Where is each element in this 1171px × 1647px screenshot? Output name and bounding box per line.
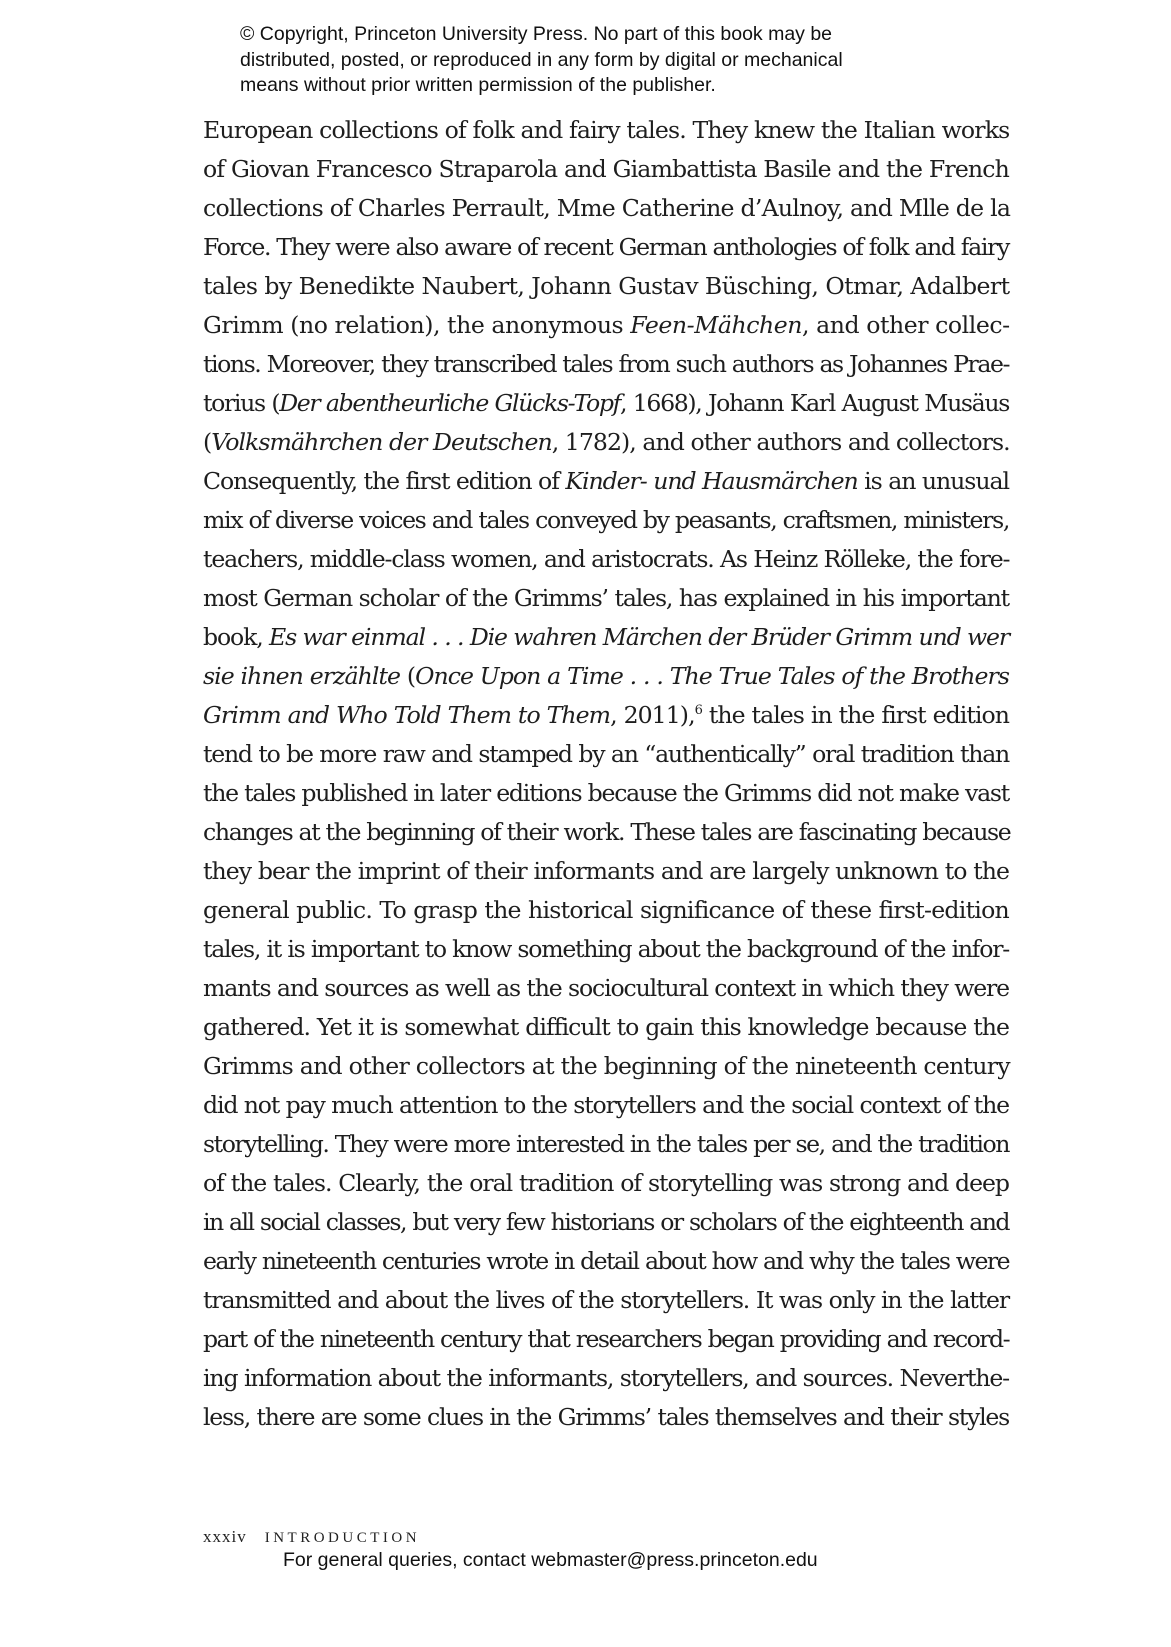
text-line (203, 696, 1009, 735)
section-title: INTRODUCTION (264, 1530, 421, 1546)
text-run: , 2011), (610, 701, 695, 729)
text-line: tales by Benedikte Naubert, Johann Gustav Büsching, Otmar, Adalbert (203, 272, 1010, 300)
text-line: changes at the beginning of their work. These tales are fascinating because (203, 818, 1011, 846)
page-number: xxxiv (203, 1527, 247, 1546)
text-run: book, (203, 623, 270, 651)
italic-title: sie ihnen erzählte (203, 662, 401, 690)
running-footer (203, 1527, 420, 1547)
copyright-line: distributed, posted, or reproduced in any form by digital or mechanical (240, 48, 843, 71)
text-line: gathered. Yet it is somewhat difficult to gain this knowledge because the (203, 1013, 1009, 1041)
text-line: storytelling. They were more interested in the tales per se, and the tradition (203, 1130, 1009, 1158)
text-line: general public. To grasp the historical significance of these first-edition (203, 896, 1009, 924)
text-line: in all social classes, but very few historians or scholars of the eighteenth and (203, 1208, 1009, 1236)
italic-title: Kinder- und Hausmärchen (565, 467, 858, 495)
text-run: , and other collec- (802, 311, 1010, 339)
italic-title: Volksmährchen der Deutschen (211, 428, 552, 456)
text-line (203, 306, 1009, 345)
text-run: torius ( (203, 389, 280, 417)
text-line: teachers, middle-class women, and aristocrats. As Heinz Rölleke, the fore- (203, 545, 1010, 573)
contact-notice: For general queries, contact webmaster@press.princeton.edu (283, 1549, 818, 1571)
text-run: ( (400, 662, 416, 690)
text-line: mix of diverse voices and tales conveyed by peasants, craftsmen, ministers, (203, 506, 1009, 534)
text-run: ( (203, 428, 212, 456)
text-line: mants and sources as well as the sociocultural context in which they were (203, 974, 1009, 1002)
text-line: part of the nineteenth century that researchers began providing and record- (203, 1325, 1009, 1353)
text-line: ing information about the informants, storytellers, and sources. Neverthe- (203, 1364, 1009, 1392)
text-line: they bear the imprint of their informants and are largely unknown to the (203, 857, 1009, 885)
text-run: the tales in the first edition (701, 701, 1010, 729)
text-line: did not pay much attention to the storytellers and the social context of the (203, 1091, 1009, 1119)
italic-title: Es war einmal . . . Die wahren Märchen der Brüder Grimm und wer (269, 623, 1010, 651)
text-line (203, 618, 1009, 657)
text-line: Force. They were also aware of recent German anthologies of folk and fairy (203, 233, 1009, 261)
text-line: transmitted and about the lives of the storytellers. It was only in the latter (203, 1286, 1009, 1314)
text-line: most German scholar of the Grimms’ tales, has explained in his important (203, 584, 1009, 612)
footnote-marker: 6 (694, 703, 702, 718)
text-line (203, 384, 1009, 423)
text-run: , 1668), Johann Karl August Musäus (620, 389, 1009, 417)
italic-title: Feen-Mähchen (630, 311, 803, 339)
text-line: tend to be more raw and stamped by an “authentically” oral tradition than (203, 740, 1009, 768)
copyright-line: means without prior written permission of the publisher. (240, 74, 716, 96)
copyright-notice (240, 22, 960, 99)
text-line: of the tales. Clearly, the oral tradition of storytelling was strong and deep (203, 1169, 1009, 1197)
text-line: early nineteenth centuries wrote in detail about how and why the tales were (203, 1247, 1009, 1275)
text-line: of Giovan Francesco Straparola and Giambattista Basile and the French (203, 155, 1009, 183)
text-line: European collections of folk and fairy tales. They knew the Italian works (203, 116, 1010, 144)
text-run: Consequently, the first edition of (203, 467, 566, 495)
text-line: tales, it is important to know something about the background of the infor- (203, 935, 1009, 963)
body-paragraph (203, 111, 1009, 1437)
text-line: tions. Moreover, they transcribed tales from such authors as Johannes Prae- (203, 350, 1009, 378)
text-run: is an unusual (857, 467, 1010, 495)
italic-title: Once Upon a Time . . . The True Tales of the Brothers (415, 662, 1009, 690)
copyright-line: © Copyright, Princeton University Press. No part of this book may be (240, 23, 833, 45)
text-line (203, 462, 1009, 501)
text-line: the tales published in later editions because the Grimms did not make vast (203, 779, 1009, 807)
text-line (203, 657, 1009, 696)
text-line (203, 423, 1009, 462)
text-line: less, there are some clues in the Grimms’ tales themselves and their styles (203, 1403, 1009, 1431)
text-run: Grimm (no relation), the anonymous (203, 311, 631, 339)
text-run: , 1782), and other authors and collectors. (551, 428, 1010, 456)
italic-title: Grimm and Who Told Them to Them (203, 701, 611, 729)
text-line: collections of Charles Perrault, Mme Catherine d’Aulnoy, and Mlle de la (203, 194, 1011, 222)
italic-title: Der abentheurliche Glücks-Topf (279, 389, 620, 417)
text-line: Grimms and other collectors at the beginning of the nineteenth century (203, 1052, 1010, 1080)
